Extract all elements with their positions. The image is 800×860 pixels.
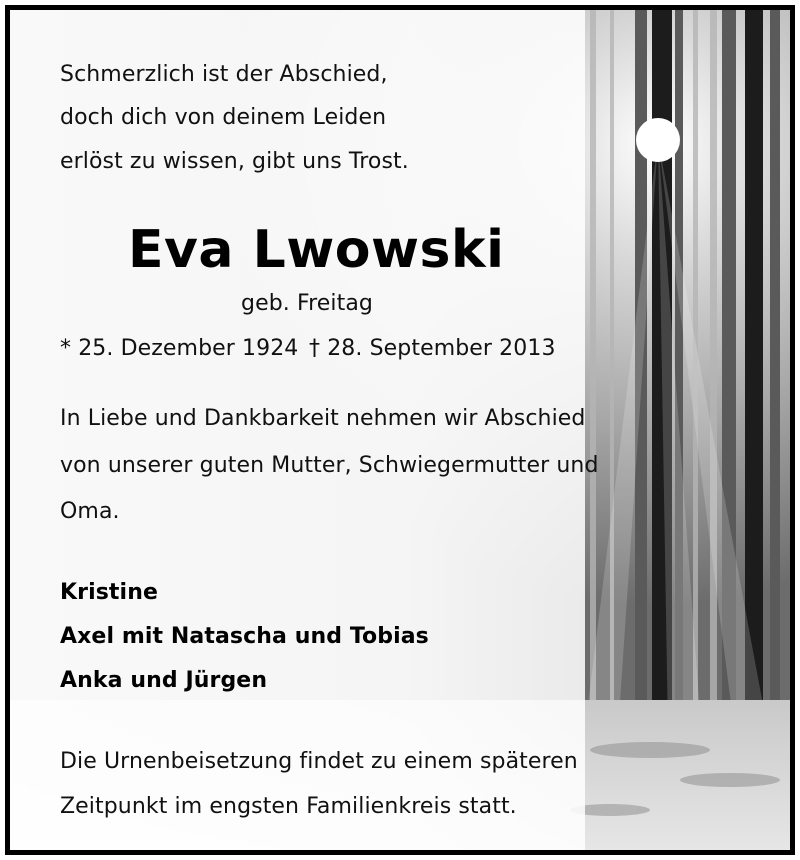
birth-name: geb. Freitag [241,291,373,316]
message-line-2: von unserer guten Mutter, Schwiegermutter und [60,453,599,478]
death-date: † 28. September 2013 [309,336,556,361]
verse-line-2: doch dich von deinem Leiden [60,105,387,130]
obituary-frame [5,5,795,855]
verse-line-1: Schmerzlich ist der Abschied, [60,62,388,87]
verse-line-3: erlöst zu wissen, gibt uns Trost. [60,149,409,174]
notice-line-1: Die Urnenbeisetzung findet zu einem späteren [60,749,578,774]
deceased-name: Eva Lwowski [128,220,505,280]
message-line-1: In Liebe und Dankbarkeit nehmen wir Abschied [60,406,586,431]
mourner-3: Anka und Jürgen [60,668,268,693]
birth-date: * 25. Dezember 1924 [60,336,299,361]
mourner-1: Kristine [60,580,158,605]
message-line-3: Oma. [60,499,120,524]
notice-line-2: Zeitpunkt im engsten Familienkreis statt. [60,794,517,819]
mourner-2: Axel mit Natascha und Tobias [60,624,429,649]
